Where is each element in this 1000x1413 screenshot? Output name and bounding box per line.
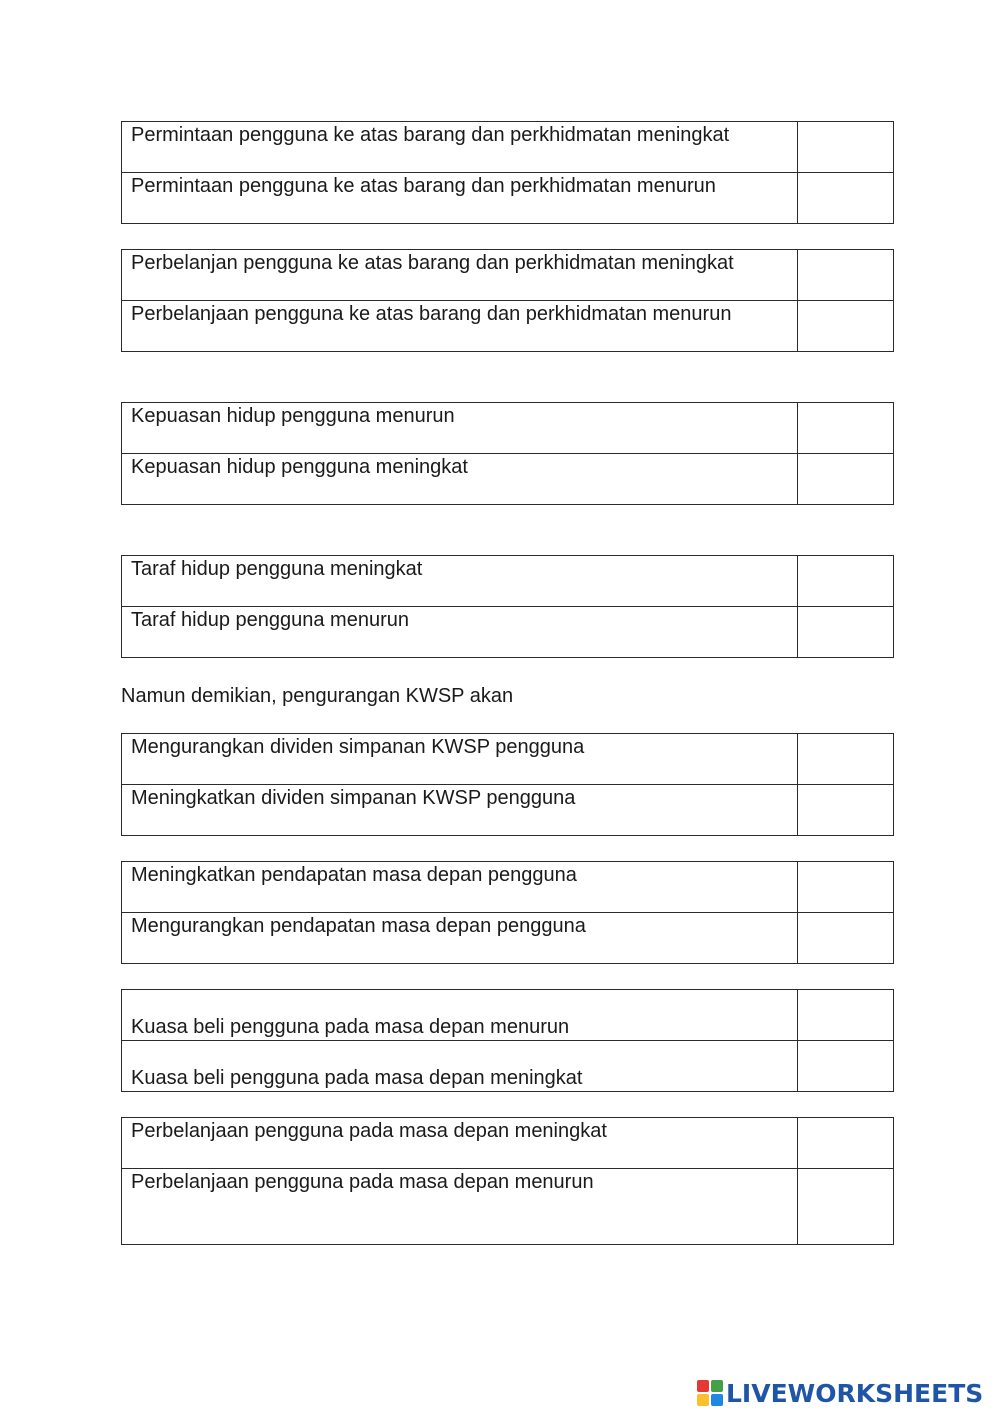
logo-square-green [711, 1380, 723, 1392]
brand-name: LIVEWORKSHEETS [726, 1378, 984, 1408]
answer-box[interactable] [798, 607, 894, 658]
answer-box[interactable] [798, 862, 894, 913]
answer-box[interactable] [798, 913, 894, 964]
answer-table-7 [121, 989, 894, 1092]
option-text: Permintaan pengguna ke atas barang dan perkhidmatan menurun [122, 173, 798, 224]
answer-box[interactable] [798, 556, 894, 607]
logo-square-red [697, 1380, 709, 1392]
option-text: Meningkatkan dividen simpanan KWSP pengguna [122, 785, 798, 836]
option-text: Taraf hidup pengguna meningkat [122, 556, 798, 607]
answer-box[interactable] [798, 250, 894, 301]
option-text: Kepuasan hidup pengguna menurun [122, 403, 798, 454]
answer-table-5 [121, 733, 894, 836]
logo-square-yellow [697, 1394, 709, 1406]
answer-box[interactable] [798, 1041, 894, 1092]
answer-table-6 [121, 861, 894, 964]
answer-box[interactable] [798, 1118, 894, 1169]
option-text: Meningkatkan pendapatan masa depan pengguna [122, 862, 798, 913]
option-text: Perbelanjaan pengguna pada masa depan menurun [122, 1169, 798, 1245]
answer-box[interactable] [798, 173, 894, 224]
answer-box[interactable] [798, 734, 894, 785]
option-text: Mengurangkan pendapatan masa depan pengguna [122, 913, 798, 964]
option-text: Kuasa beli pengguna pada masa depan menurun [122, 990, 798, 1041]
answer-table-3 [121, 402, 894, 505]
option-text: Perbelanjan pengguna ke atas barang dan perkhidmatan meningkat [122, 250, 798, 301]
option-text: Mengurangkan dividen simpanan KWSP pengguna [122, 734, 798, 785]
answer-table-2 [121, 249, 894, 352]
option-text: Taraf hidup pengguna menurun [122, 607, 798, 658]
option-text: Perbelanjaan pengguna pada masa depan meningkat [122, 1118, 798, 1169]
answer-box[interactable] [798, 403, 894, 454]
answer-table-8 [121, 1117, 894, 1245]
note-text: Namun demikian, pengurangan KWSP akan [121, 685, 514, 707]
answer-table-4 [121, 555, 894, 658]
answer-box[interactable] [798, 990, 894, 1041]
answer-box[interactable] [798, 454, 894, 505]
answer-box[interactable] [798, 301, 894, 352]
option-text: Permintaan pengguna ke atas barang dan perkhidmatan meningkat [122, 122, 798, 173]
answer-box[interactable] [798, 785, 894, 836]
answer-box[interactable] [798, 122, 894, 173]
option-text: Perbelanjaan pengguna ke atas barang dan perkhidmatan menurun [122, 301, 798, 352]
option-text: Kuasa beli pengguna pada masa depan meningkat [122, 1041, 798, 1092]
brand-logo-icon [697, 1380, 723, 1406]
liveworksheets-logo [697, 1378, 983, 1408]
option-text: Kepuasan hidup pengguna meningkat [122, 454, 798, 505]
answer-box[interactable] [798, 1169, 894, 1245]
answer-table-1 [121, 121, 894, 224]
logo-square-blue [711, 1394, 723, 1406]
